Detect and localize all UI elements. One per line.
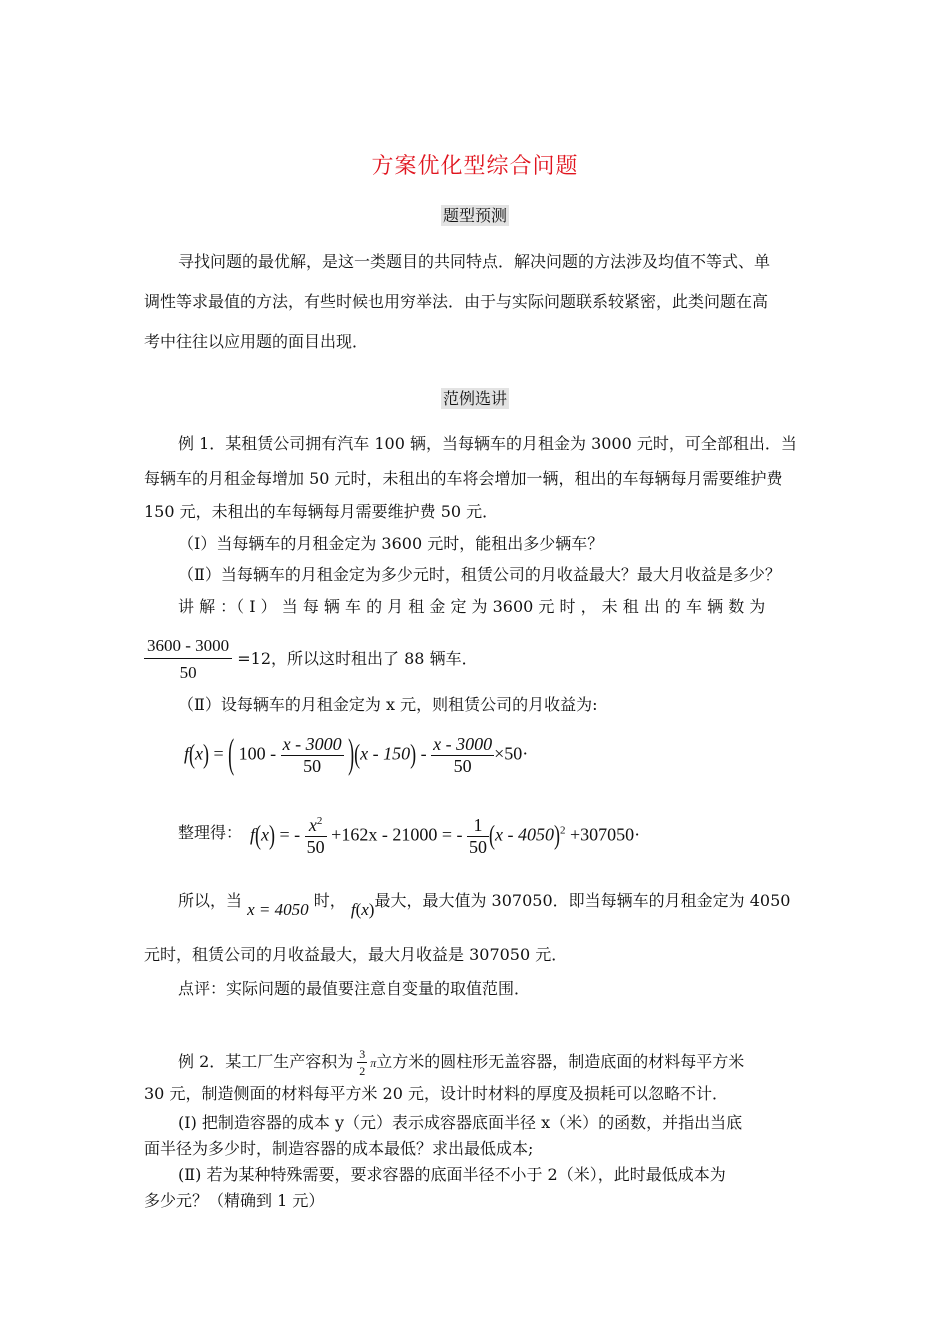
ex1-conclusion-line-1: 所以，当 x = 4050 时， f(x)最大，最大值为 307050．即当每辆车的月租金定为 4050 [178, 891, 791, 919]
fraction-rented-out: $\frac{3600 - 3000}{50}$ [144, 636, 232, 683]
ex2-question-2b: 多少元？（精确到 1 元） [144, 1191, 325, 1210]
ex2-line-2: 30 元，制造侧面的材料每平方米 20 元，设计时材料的厚度及损耗可以忽略不计． [144, 1084, 728, 1103]
ex2-line-1: 例 2．某工厂生产容积为 $\frac{3}{2}$ π立方米的圆柱形无盖容器，制造底面的材料每平方米 [178, 1047, 745, 1078]
intro-line-2: 调性等求最值的方法，有些时候也用穷举法．由于与实际问题联系较紧密，此类问题在高 [144, 292, 769, 311]
ex2-question-2a: (Ⅱ) 若为某种特殊需要，要求容器的底面半径不小于 2（米），此时最低成本为 [178, 1165, 726, 1184]
ex1-solution-2: （Ⅱ）设每辆车的月租金定为 x 元，则租赁公司的月收益为: [178, 695, 598, 714]
ex1-fraction-line [144, 636, 478, 683]
ex1-solution-1: 讲 解 ：（ Ⅰ ） 当 每 辆 车 的 月 租 金 定 为 3600 元 时 ， 未 租 出 的 车 辆 数 为 [178, 597, 766, 616]
ex1-line-3: 150 元，未租出的车每辆每月需要维护费 50 元． [144, 502, 499, 521]
ex1-comment: 点评：实际问题的最值要注意自变量的取值范围． [178, 979, 531, 998]
ex1-conclusion-line-2: 元时，租赁公司的月收益最大，最大月收益是 307050 元． [144, 945, 568, 964]
ex2-question-1b: 面半径为多少时，制造容器的成本最低？求出最低成本; [144, 1139, 534, 1158]
intro-line-3: 考中往往以应用题的面目出现． [144, 332, 369, 351]
section-heading-examples: 范例选讲 [442, 389, 507, 408]
page-title: 方案优化型综合问题 [371, 154, 579, 179]
ex1-line-1: 例 1．某租赁公司拥有汽车 100 辆，当每辆车的月租金为 3000 元时，可全部租出．当 [178, 434, 797, 453]
section-heading-prediction: 题型预测 [442, 206, 507, 225]
ex1-question-1: （Ⅰ）当每辆车的月租金定为 3600 元时，能租出多少辆车？ [178, 534, 604, 553]
equation-revenue: f(x) = ( 100 - $\frac{x - 3000}{50}$ )(x - 150) - $\frac{x - 3000}{50}$ ×50· [184, 729, 529, 776]
ex2-question-1a: (Ⅰ) 把制造容器的成本 y（元）表示成容器底面半径 x（米）的函数，并指出当底 [178, 1113, 743, 1132]
ex1-line-2: 每辆车的月租金每增加 50 元时，未租出的车将会增加一辆，租出的车每辆每月需要维护费 [144, 469, 783, 488]
simplify-label: 整理得： [178, 823, 243, 842]
ex1-question-2: （Ⅱ）当每辆车的月租金定为多少元时，租赁公司的月收益最大？最大月收益是多少？ [178, 565, 781, 584]
fraction-result-text: =12，所以这时租出了 88 辆车． [237, 649, 478, 668]
equation-simplified: f(x) = - $\frac{x^2}{50}$ +162x - 21000 = - $\frac{1}{50}$ (x - 4050)$^2$ +307050· [250, 815, 641, 857]
intro-line-1: 寻找问题的最优解，是这一类题目的共同特点．解决问题的方法涉及均值不等式、单 [178, 252, 771, 271]
